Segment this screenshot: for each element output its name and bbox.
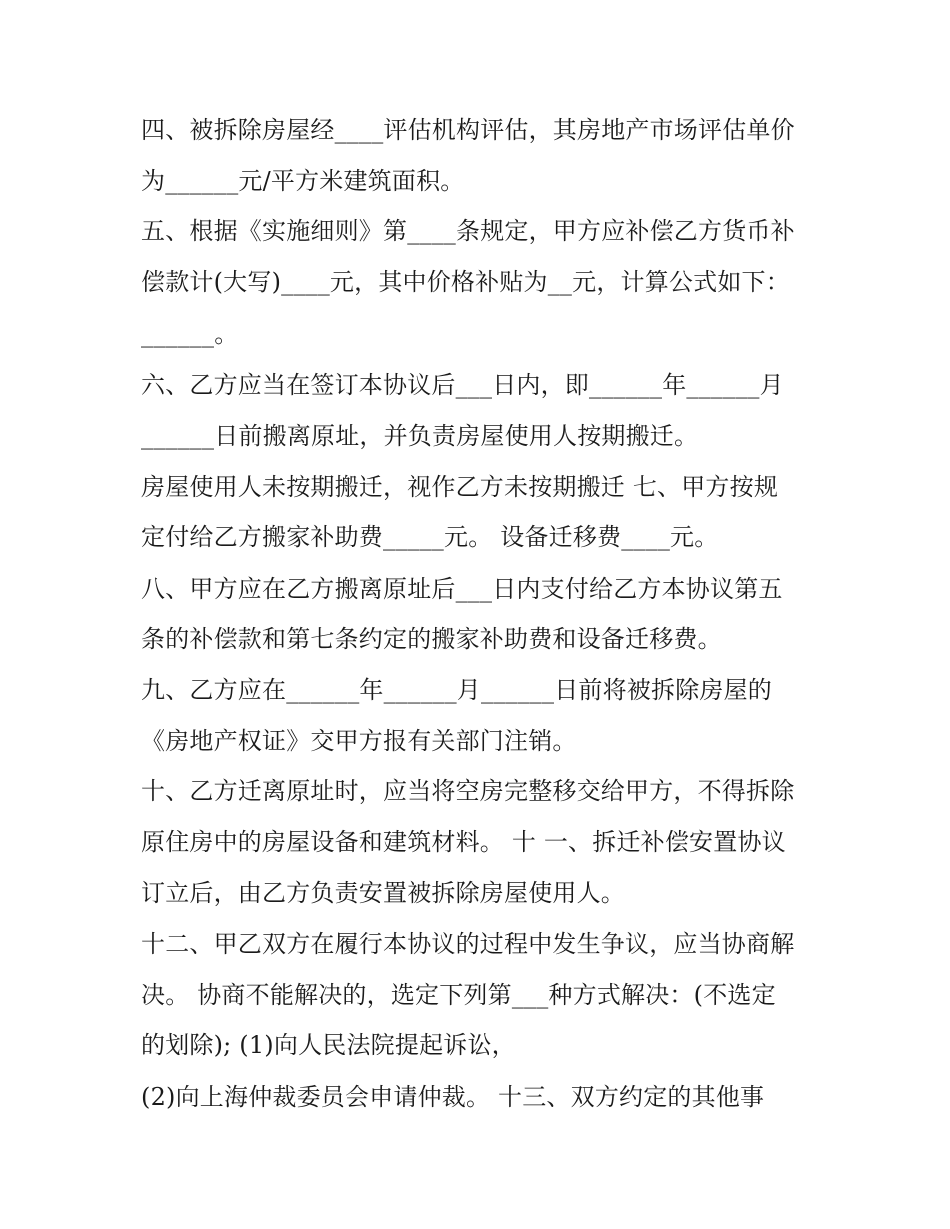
clause-6-line-1: 六、乙方应当在签订本协议后___日内，即______年______月 xyxy=(141,371,784,399)
clause-6-line-2: ______日前搬离原址，并负责房屋使用人按期搬迁。 xyxy=(141,422,699,450)
clause-4-line-1: 四、被拆除房屋经____评估机构评估，其房地产市场评估单价 xyxy=(141,116,795,144)
clause-9-line-1: 九、乙方应在______年______月______日前将被拆除房屋的 xyxy=(141,676,772,704)
clause-12-line-3: 的划除); (1)向人民法院提起诉讼， xyxy=(141,1031,516,1059)
clause-8-line-1: 八、甲方应在乙方搬离原址后___日内支付给乙方本协议第五 xyxy=(141,575,783,603)
clause-8-line-2: 条的补偿款和第七条约定的搬家补助费和设备迁移费。 xyxy=(141,625,722,653)
clause-12-line-2: 决。 协商不能解决的，选定下列第___种方式解决：(不选定 xyxy=(141,981,776,1009)
clause-9-line-2: 《房地产权证》交甲方报有关部门注销。 xyxy=(141,727,577,755)
clause-5-line-2: 偿款计(大写)____元，其中价格补贴为__元，计算公式如下： xyxy=(141,268,790,296)
clause-4-line-2: 为______元/平方米建筑面积。 xyxy=(141,167,465,195)
clause-5-line-1: 五、根据《实施细则》第____条规定，甲方应补偿乙方货币补 xyxy=(141,217,795,245)
clause-11-line: 订立后，由乙方负责安置被拆除房屋使用人。 xyxy=(141,879,625,907)
clause-10-line-2: 原住房中的房屋设备和建筑材料。 十 一、拆迁补偿安置协议 xyxy=(141,828,786,856)
clause-5-line-3: ______。 xyxy=(141,320,239,348)
clause-7-line: 定付给乙方搬家补助费_____元。 设备迁移费____元。 xyxy=(141,523,719,551)
clause-6-line-3: 房屋使用人未按期搬迁，视作乙方未按期搬迁 七、甲方按规 xyxy=(141,473,779,501)
clause-12-line-4: (2)向上海仲裁委员会申请仲裁。 十三、双方约定的其他事 xyxy=(141,1083,765,1111)
clause-12-line-1: 十二、甲乙双方在履行本协议的过程中发生争议，应当协商解 xyxy=(141,930,795,958)
clause-10-line-1: 十、乙方迁离原址时，应当将空房完整移交给甲方，不得拆除 xyxy=(141,777,795,805)
